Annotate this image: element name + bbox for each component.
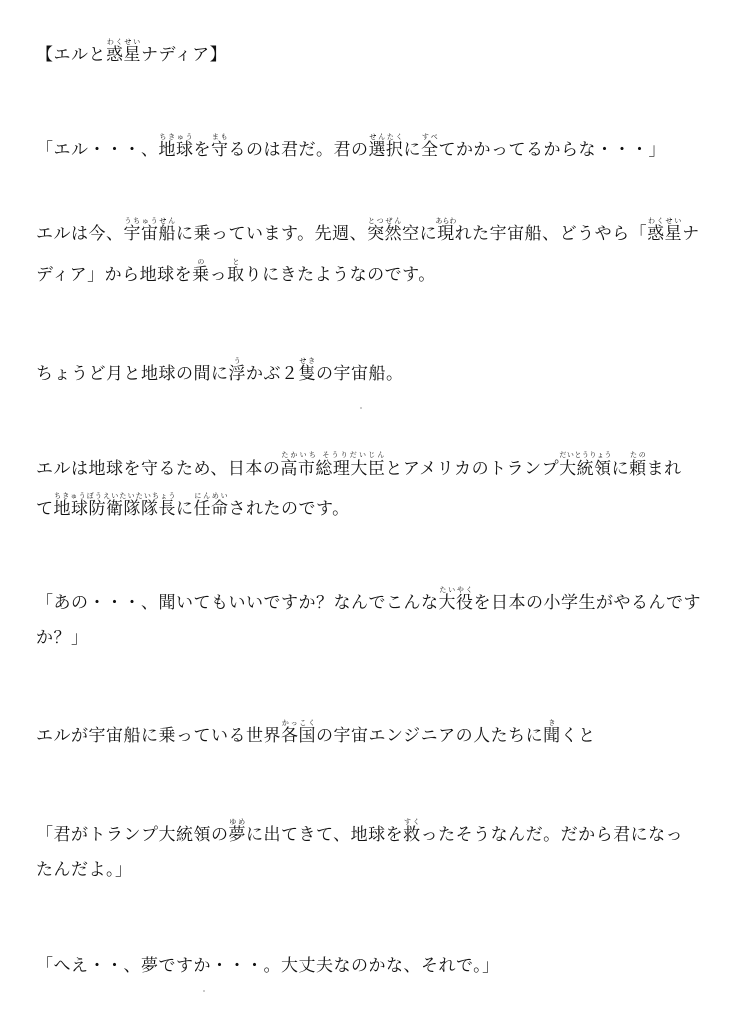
dialogue-line-8: 「へえ・・、夢ですか・・・。大丈夫なのかな、それで。」 bbox=[36, 956, 500, 976]
narration-line-3: ちょうど月と地球の間に浮うかぶ２隻せきの宇宙船。 bbox=[36, 357, 404, 384]
story-title: 【エルと惑星わくせいナディア】 bbox=[36, 38, 228, 65]
dialogue-line-5b: か？」 bbox=[36, 628, 89, 648]
narration-line-4b: て地球防衛隊隊長ちきゅうぼうえいたいたいちょうに任命にんめいされたのです。 bbox=[36, 492, 350, 519]
narration-line-2b: ディア」から地球を乗のっ取とりにきたようなのです。 bbox=[36, 258, 436, 285]
dialogue-line-5a: 「あの・・・、聞いてもいいですか？なんでこんな大役たいやくを日本の小学生がやるんです bbox=[36, 586, 701, 613]
narration-line-2a: エルは今、宇宙船うちゅうせんに乗っています。先週、突然とつぜん空に現あらわれた宇宙船、どうやら「惑星わくせいナ bbox=[36, 217, 700, 244]
dialogue-line-7b: たんだよ。」 bbox=[36, 860, 133, 880]
dialogue-line-7a: 「君がトランプ大統領の夢ゆめに出てきて、地球を救すくったそうなんだ。だから君になっ bbox=[36, 818, 684, 845]
narration-line-6: エルが宇宙船に乗っている世界各国かっこくの宇宙エンジニアの人たちに聞きくと bbox=[36, 719, 596, 746]
scan-speck bbox=[203, 990, 205, 992]
narration-line-4a: エルは地球を守るため、日本の高市総理大臣たかいち そうりだいじんとアメリカのトランプ大統領だいとうりょうに頼たのまれ bbox=[36, 451, 682, 479]
scan-speck bbox=[360, 407, 362, 409]
dialogue-line-1: 「エル・・・、地球ちきゅうを守まもるのは君だ。君の選択せんたくに全すべてかかってるからな・・・」 bbox=[36, 133, 666, 160]
